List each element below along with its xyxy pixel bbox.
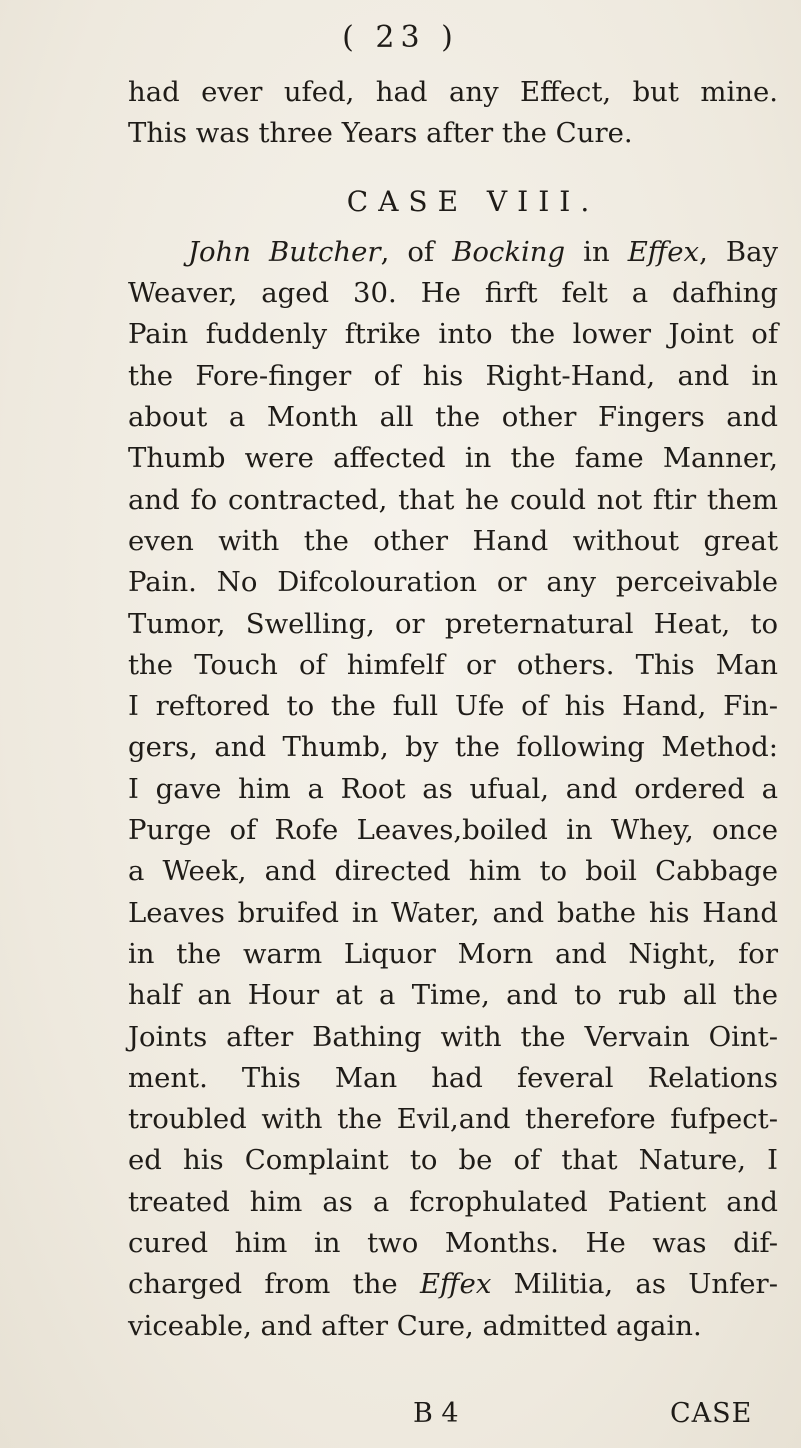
text-line: Pain. No Difcolouration or any perceivable <box>128 566 778 599</box>
case-heading: CASE VIII. <box>346 184 600 218</box>
page-number: ( 23 ) <box>342 20 459 55</box>
text-body <box>128 72 778 1347</box>
text-line: half an Hour at a Time, and to rub all the <box>128 979 778 1012</box>
text-line: and fo contracted, that he could not ftir them <box>128 483 778 516</box>
person-name: John Butcher <box>188 235 381 268</box>
text-fragment: , Bay <box>699 235 778 268</box>
text-line: I reftored to the full Ufe of his Hand, Fin- <box>128 690 778 723</box>
text-line: even with the other Hand without great <box>128 524 778 557</box>
text-line: Tumor, Swelling, or preternatural Heat, to <box>128 607 778 640</box>
text-line: This was three Years after the Cure. <box>128 117 633 150</box>
text-line: treated him as a fcrophulated Patient and <box>128 1185 778 1218</box>
text-line: Purge of Rofe Leaves,boiled in Whey, once <box>128 814 778 847</box>
county-name: Effex <box>627 235 700 268</box>
text-line: I gave him a Root as ufual, and ordered a <box>128 772 778 805</box>
text-fragment: charged from the <box>128 1268 420 1301</box>
text-line: about a Month all the other Fingers and <box>128 401 778 434</box>
text-line: viceable, and after Cure, admitted again. <box>128 1309 702 1342</box>
militia-line <box>128 1264 778 1305</box>
case-first-line <box>128 232 778 273</box>
text-fragment: in <box>565 235 628 268</box>
text-fragment: , of <box>380 235 453 268</box>
signature-mark: B 4 <box>413 1398 459 1429</box>
text-line: the Fore-finger of his Right-Hand, and in <box>128 359 778 392</box>
text-line: ed his Complaint to be of that Nature, I <box>128 1144 778 1177</box>
text-line: Pain fuddenly ftrike into the lower Joint of <box>128 318 778 351</box>
text-line: Thumb were affected in the fame Manner, <box>128 442 778 475</box>
text-line: gers, and Thumb, by the following Method: <box>128 731 778 764</box>
text-line: Weaver, aged 30. He firft felt a dafhing <box>128 277 778 310</box>
text-line: troubled with the Evil,and therefore fufpect- <box>128 1103 778 1136</box>
text-line: in the warm Liquor Morn and Night, for <box>128 937 778 970</box>
place-name: Bocking <box>452 235 566 268</box>
text-line: a Week, and directed him to boil Cabbage <box>128 855 778 888</box>
text-line: Joints after Bathing with the Vervain Oint- <box>128 1020 778 1053</box>
text-line: Leaves bruifed in Water, and bathe his Hand <box>128 896 778 929</box>
county-name: Effex <box>419 1268 492 1301</box>
catchword: CASE <box>670 1398 753 1429</box>
text-line: the Touch of himfelf or others. This Man <box>128 648 778 681</box>
page-footer <box>0 1398 801 1438</box>
text-line: ment. This Man had feveral Relations <box>128 1061 778 1094</box>
text-fragment: Militia, as Unfer- <box>491 1268 778 1301</box>
text-line: cured him in two Months. He was dif- <box>128 1227 778 1260</box>
text-line: had ever ufed, had any Effect, but mine. <box>128 76 778 108</box>
